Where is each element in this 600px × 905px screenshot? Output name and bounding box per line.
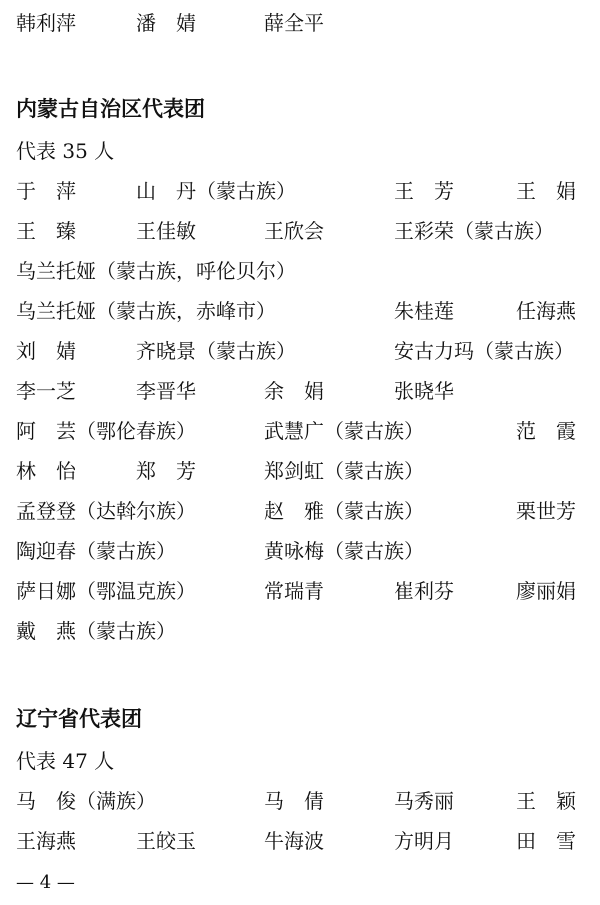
representative-name: 廖丽娟 (516, 579, 576, 603)
representative-name: 郑 芳 (136, 459, 196, 483)
representative-name: 王 颖 (516, 789, 576, 813)
representative-name: 黄咏梅（蒙古族） (264, 539, 424, 563)
representative-name: 方明月 (394, 829, 454, 853)
representative-name: 赵 雅（蒙古族） (264, 499, 424, 523)
representative-name: 潘 婧 (136, 11, 196, 35)
representative-name: 于 萍 (16, 179, 76, 203)
representative-name: 武慧广（蒙古族） (264, 419, 424, 443)
representative-name: 马 俊（满族） (16, 789, 156, 813)
name-row (16, 414, 600, 448)
representative-name: 田 雪 (516, 829, 576, 853)
representative-name: 陶迎春（蒙古族） (16, 539, 176, 563)
name-row (16, 784, 600, 818)
representative-name: 乌兰托娅（蒙古族，赤峰市） (16, 299, 276, 323)
representative-name: 王 芳 (394, 179, 454, 203)
delegation-title: 辽宁省代表团 (16, 707, 142, 731)
representative-name: 山 丹（蒙古族） (136, 179, 296, 203)
representative-name: 栗世芳 (516, 499, 576, 523)
representative-name: 张晓华 (394, 379, 454, 403)
representative-count: 代表 47 人 (16, 749, 115, 773)
representative-name: 朱桂莲 (394, 299, 454, 323)
representative-name: 齐晓景（蒙古族） (136, 339, 296, 363)
representative-name: 孟登登（达斡尔族） (16, 499, 196, 523)
name-row (16, 454, 600, 488)
representative-name: 李晋华 (136, 379, 196, 403)
representative-name: 王佳敏 (136, 219, 196, 243)
name-row (16, 334, 600, 368)
delegation-title: 内蒙古自治区代表团 (16, 97, 205, 121)
representative-name: 刘 婧 (16, 339, 76, 363)
name-row (16, 574, 600, 608)
representative-name: 薛全平 (264, 11, 324, 35)
representative-name: 戴 燕（蒙古族） (16, 619, 176, 643)
name-row (16, 534, 600, 568)
representative-name: 安古力玛（蒙古族） (394, 339, 574, 363)
representative-name: 王欣会 (264, 219, 324, 243)
representative-name: 崔利芬 (394, 579, 454, 603)
name-row (16, 294, 600, 328)
name-row (16, 174, 600, 208)
name-row (16, 824, 600, 858)
representative-name: 范 霞 (516, 419, 576, 443)
name-row (16, 614, 600, 648)
name-row (16, 254, 600, 288)
representative-name: 韩利萍 (16, 11, 76, 35)
representative-name: 李一芝 (16, 379, 76, 403)
representative-name: 王海燕 (16, 829, 76, 853)
representative-name: 任海燕 (516, 299, 576, 323)
name-row (16, 494, 600, 528)
representative-name: 余 娟 (264, 379, 324, 403)
representative-name: 马秀丽 (394, 789, 454, 813)
representative-name: 王彩荣（蒙古族） (394, 219, 554, 243)
representative-name: 王 臻 (16, 219, 76, 243)
representative-name: 马 倩 (264, 789, 324, 813)
representative-name: 王皎玉 (136, 829, 196, 853)
representative-name: 王 娟 (516, 179, 576, 203)
representative-name: 常瑞青 (264, 579, 324, 603)
representative-name: 郑剑虹（蒙古族） (264, 459, 424, 483)
name-row (16, 374, 600, 408)
representative-name: 牛海波 (264, 829, 324, 853)
representative-name: 乌兰托娅（蒙古族，呼伦贝尔） (16, 259, 296, 283)
representative-name: 阿 芸（鄂伦春族） (16, 419, 196, 443)
name-row (16, 214, 600, 248)
representative-name: 萨日娜（鄂温克族） (16, 579, 196, 603)
representative-count: 代表 35 人 (16, 139, 115, 163)
page-number: — 4 — (16, 872, 75, 893)
representative-name: 林 怡 (16, 459, 76, 483)
name-row (16, 6, 600, 40)
